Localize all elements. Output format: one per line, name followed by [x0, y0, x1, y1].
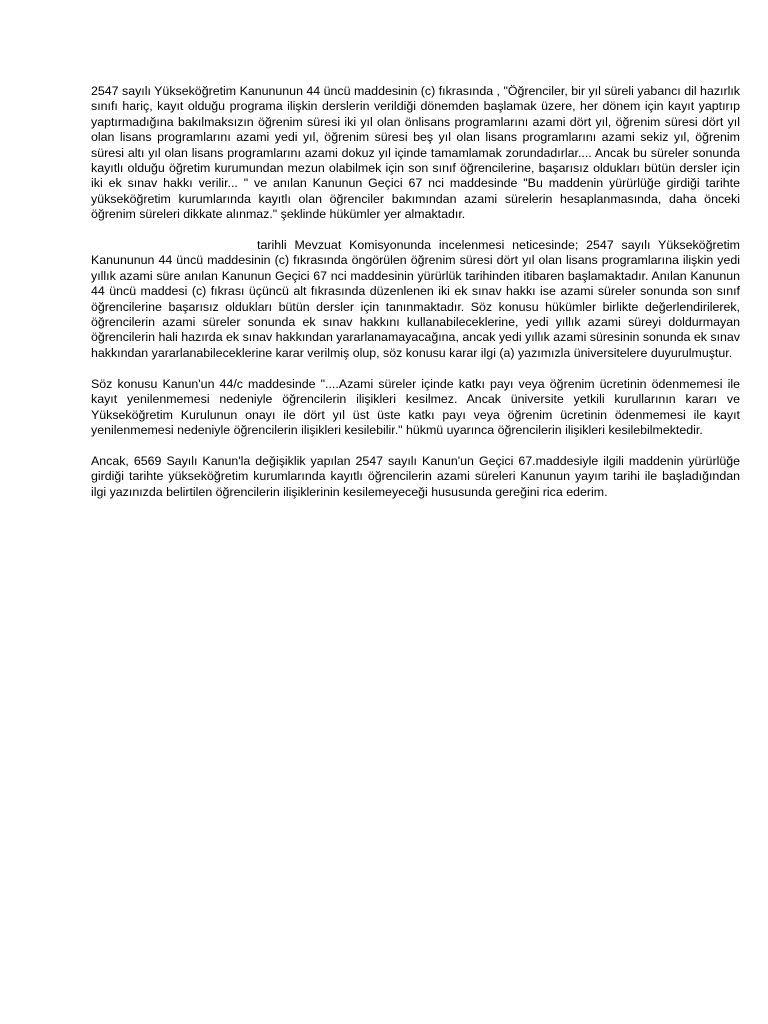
paragraph-request: Ancak, 6569 Sayılı Kanun'la değişiklik yapılan 2547 sayılı Kanun'un Geçici 67.maddesiyle ilgili maddenin yürürlüğe girdiği tarihte yükseköğretim kurumlarında kayıtlı öğrencilerin azami süreleri Kanunun yayım tarihi ile başladığından ilgi yazınızda belirtilen öğrencilerin ilişiklerinin kesilemeyeceği hususunda gereğini rica ederim. [91, 453, 740, 499]
paragraph-legal-provisions: 2547 sayılı Yükseköğretim Kanununun 44 üncü maddesinin (c) fıkrasında , "Öğrenciler, bir yıl süreli yabancı dil hazırlık sınıfı hariç, kayıt olduğu programa ilişkin derslerin verildiği dönemden başlamak üzere, her dönem için kayıt yaptırıp yaptırmadığına bakılmaksızın öğrenim süresi iki yıl olan önlisans programlarını azami dört yıl, öğrenim süresi dört yıl olan lisans programlarını azami yedi yıl, öğrenim süresi beş yıl olan lisans programlarını azami sekiz yıl, öğrenim süresi altı yıl olan lisans programlarını azami dokuz yıl içinde tamamlamak zorundadırlar.... Ancak bu süreler sonunda kayıtlı olduğu öğretim kurumundan mezun olabilmek için son sınıf öğrencilerine, başarısız oldukları bütün dersler için iki ek sınav hakkı verilir... " ve anılan Kanunun Geçici 67 nci maddesinde "Bu maddenin yürürlüğe girdiği tarihte yükseköğretim kurumlarında kayıtlı olan öğrenciler bakımından azami sürelerin hesaplanmasında, daha önceki öğrenim süreleri dikkate alınmaz." şeklinde hükümler yer almaktadır. [91, 84, 740, 222]
paragraph-commission-decision: tarihli Mevzuat Komisyonunda incelenmesi neticesinde; 2547 sayılı Yükseköğretim Kanununun 44 üncü maddesinin (c) fıkrasında öngörülen öğrenim süresi dört yıl olan lisans programlarına ilişkin yedi yıllık azami süre anılan Kanunun Geçici 67 nci maddesinin yürürlük tarihinden itibaren başlamaktadır. Anılan Kanunun 44 üncü maddesi (c) fıkrası üçüncü alt fıkrasında düzenlenen iki ek sınav hakkı ise azami süreler sonunda son sınıf öğrencilerine başarısız oldukları bütün dersler için tanınmaktadır. Söz konusu hükümler birlikte değerlendirilerek, öğrencilerin azami süreler sonunda ek sınav hakkını kullanabileceklerine, yedi yıllık azami süreyi doldurmayan öğrencilerin hali hazırda ek sınav hakkından yararlanamayacağına, ancak yedi yıllık azami süresinin sonunda ek sınav hakkından yararlanabileceklerine karar verilmiş olup, söz konusu karar ilgi (a) yazımızla üniversitelere duyurulmuştur. [91, 238, 740, 360]
document-body [91, 84, 740, 515]
paragraph-fee-provision: Söz konusu Kanun'un 44/c maddesinde "....Azami süreler içinde katkı payı veya öğrenim ücretinin ödenmemesi ile kayıt yenilenmemesi nedeniyle öğrencilerin ilişikleri kesilmez. Ancak üniversite yetkili kurullarının kararı ve Yükseköğretim Kurulunun onayı ile dört yıl üst üste katkı payı veya öğrenim ücretinin ödenmemesi ile kayıt yenilenmemesi nedeniyle öğrencilerin ilişikleri kesilebilir." hükmü uyarınca öğrencilerin ilişikleri kesilebilmektedir. [91, 376, 740, 437]
